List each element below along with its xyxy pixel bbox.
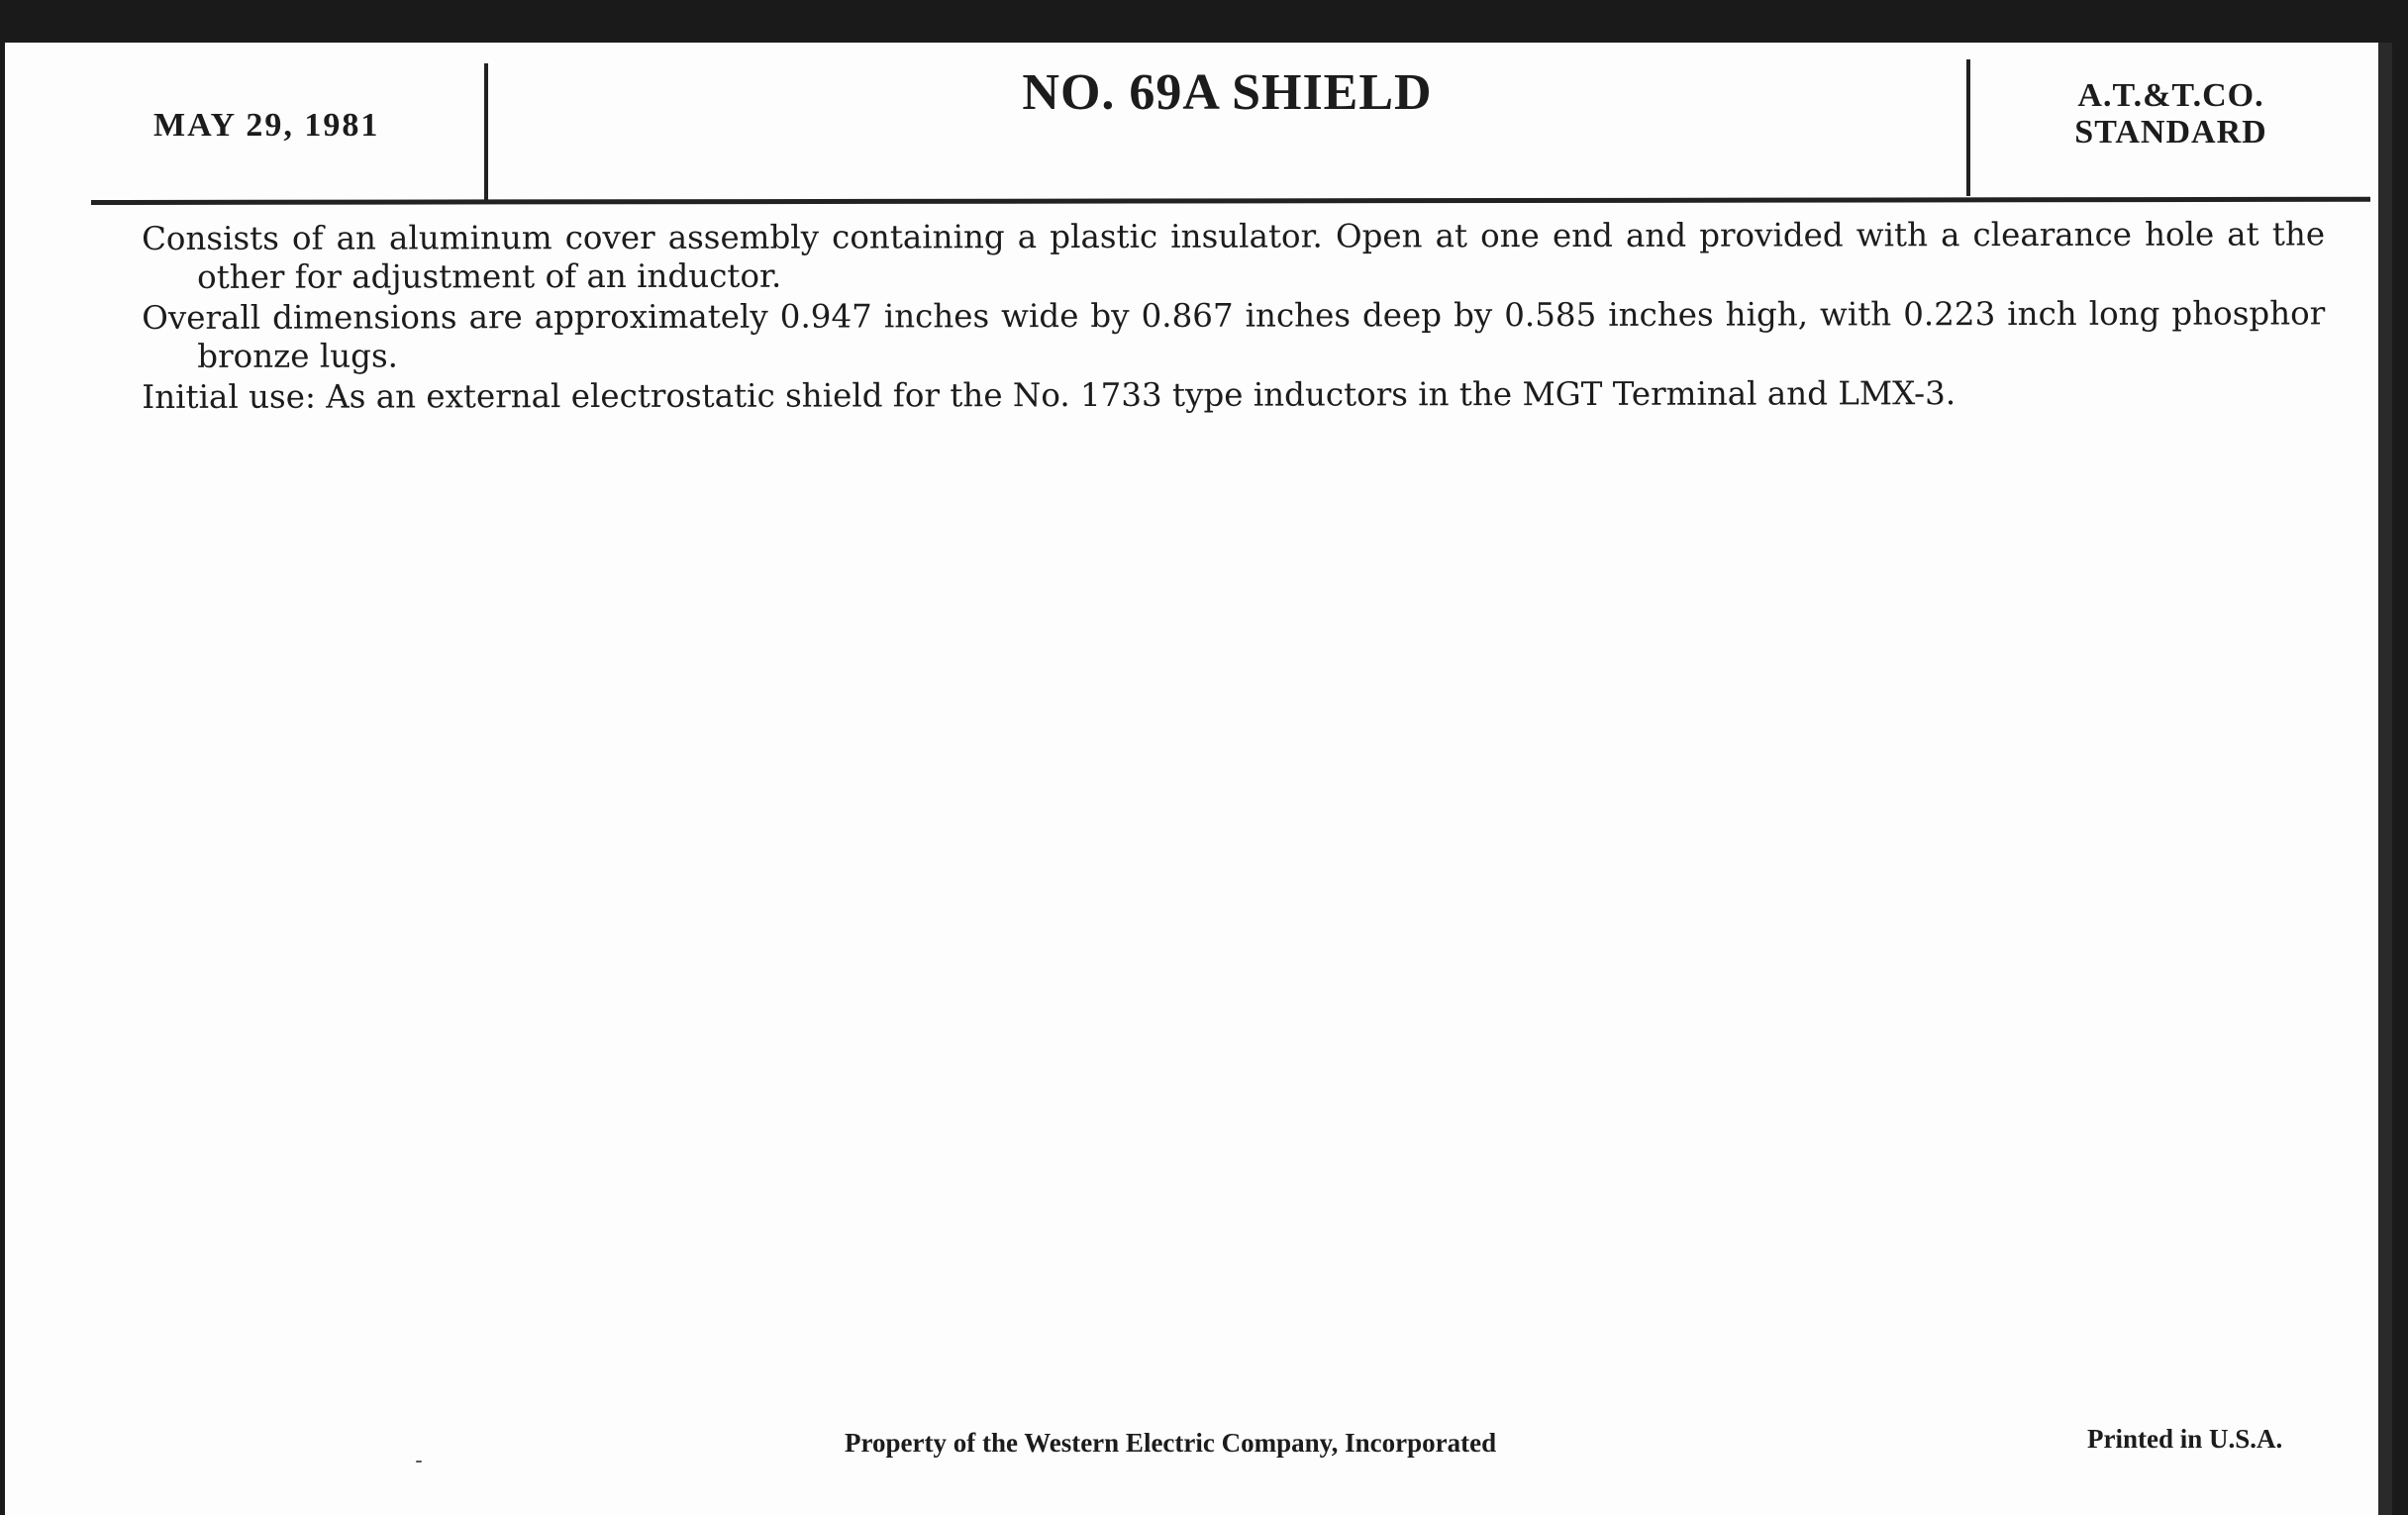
printed-notice: Printed in U.S.A. (2087, 1424, 2283, 1454)
standard-mark (1970, 77, 2371, 151)
issue-date: MAY 29, 1981 (153, 107, 380, 144)
description-paragraph: Consists of an aluminum cover assembly containing a plastic insulator. Open at one end and provided with a clearance hole at the other for adjustment of an inductor. (142, 215, 2326, 296)
dimensions-paragraph: Overall dimensions are approximately 0.947 inches wide by 0.867 inches deep by 0.585 inches high, with 0.223 inch long phosphor bronze lugs. (142, 294, 2326, 375)
document-title: NO. 69A SHIELD (1022, 64, 1433, 121)
scan-speck (416, 1461, 422, 1463)
description-body (142, 215, 2325, 419)
initial-use-paragraph: Initial use: As an external electrostatic shield for the No. 1733 type inductors in the MGT Terminal and LMX-3. (142, 374, 1956, 416)
property-notice: Property of the Western Electric Company, Incorporated (845, 1428, 1497, 1458)
standard-line-2: STANDARD (2074, 114, 2267, 151)
standard-line-1: A.T.&T.CO. (2077, 77, 2264, 114)
